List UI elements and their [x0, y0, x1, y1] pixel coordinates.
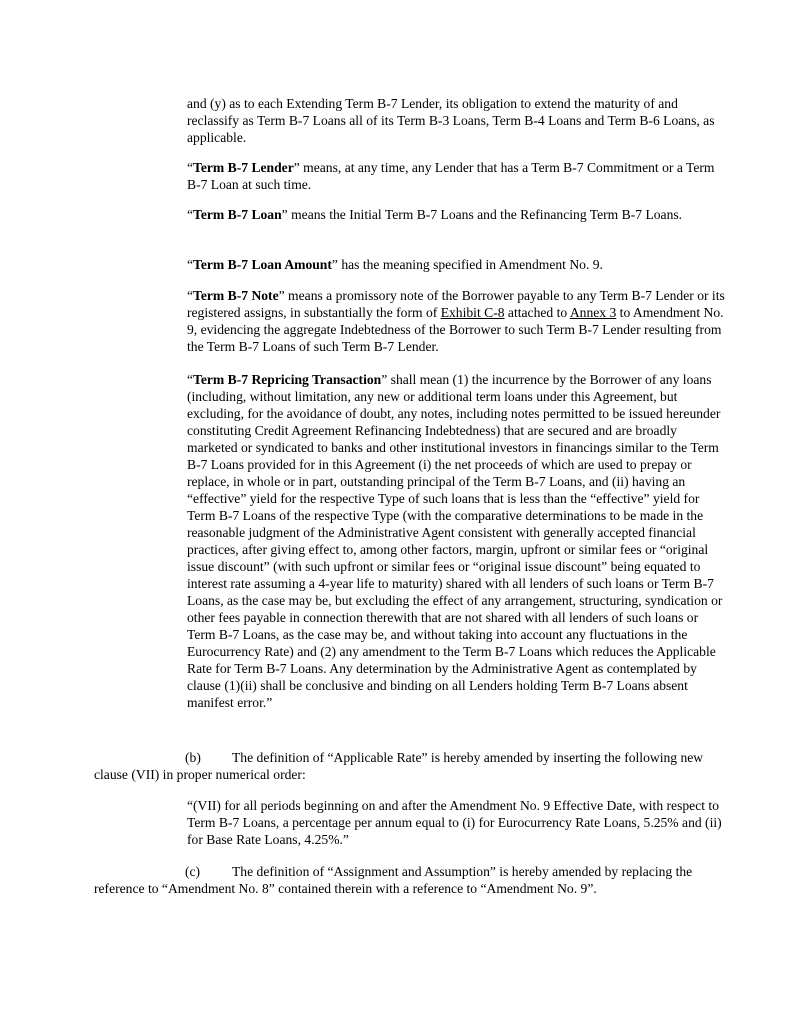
defined-term: Term B-7 Lender [193, 160, 294, 175]
defined-term: Term B-7 Loan [193, 207, 282, 222]
definition-term-b7-lender [187, 159, 727, 193]
section-c-assignment-and-assumption [94, 863, 727, 897]
open-quote: “ [187, 257, 194, 272]
paragraph-text: and (y) as to each Extending Term B-7 Lender, its obligation to extend the maturity of and reclassify as Term B-7 Loans all of its Term B-3 Loans, Term B-4 Loans and Term B-6 Loans, as applicable. [187, 96, 715, 145]
defined-term: Term B-7 Loan Amount [193, 257, 332, 272]
definition-text: to Amendment No. 9, evidencing the aggregate Indebtedness of the Borrower to such Term B-7 Lender resulting from the Term B-7 Loans of such Term B-7 Lender. [187, 305, 724, 354]
open-quote: “ [187, 372, 194, 387]
clause-vii-text [187, 797, 727, 848]
defined-term: Term B-7 Note [193, 288, 279, 303]
clause-label: (b) [185, 750, 201, 765]
exhibit-c8-reference: Exhibit C-8 [440, 305, 505, 320]
clause-text: The definition of “Applicable Rate” is hereby amended by inserting the following new clause (VII) in proper numerical order: [94, 750, 704, 782]
definition-term-b7-repricing-transaction [187, 371, 727, 711]
definition-text: ” shall mean (1) the incurrence by the Borrower of any loans (including, without limitation, any new or additional term loans under this Agreement, but excluding, for the avoidance of doubt, any notes, including notes permitted to be issued hereunder constituting Credit Agreement Refinancing Indebtedness) that are secured and are broadly marketed or syndicated to banks and other institutional investors in financings similar to the Term B-7 Loans provided for in this Agreement (i) the net proceeds of which are used to prepay or replace, in whole or in part, outstanding principal of the Term B-7 Loans, and (ii) having an “effective” yield for the respective Type of such loans that is less than the “effective” yield for Term B-7 Loans of the respective Type (with the comparative determinations to be made in the reasonable judgment of the Administrative Agent consistent with generally accepted financial practices, after giving effect to, among other factors, margin, upfront or similar fees or “original issue discount” (with such upfront or similar fees or “original issue discount” being equated to interest rate assuming a 4-year life to maturity) shared with all lenders of such loans or Term B-7 Loans, as the case may be, but excluding the effect of any arrangement, structuring, syndication or other fees payable in connection therewith that are not shared with all lenders of such loans or Term B-7 Loans, as the case may be, and without taking into account any fluctuations in the Eurocurrency Rate) and (2) any amendment to the Term B-7 Loans which reduces the Applicable Rate for Term B-7 Loans. Any determination by the Administrative Agent as contemplated by clause (1)(ii) shall be conclusive and binding on all Lenders holding Term B-7 Loans absent manifest error.” [187, 372, 723, 710]
open-quote: “ [187, 288, 194, 303]
defined-term: Term B-7 Repricing Transaction [193, 372, 382, 387]
open-quote: “ [187, 160, 194, 175]
definition-term-b7-loan-amount [187, 256, 727, 273]
definition-text: ” has the meaning specified in Amendment No. 9. [331, 257, 603, 272]
paragraph-extending-lender-obligation [187, 95, 727, 146]
paragraph-text: “(VII) for all periods beginning on and after the Amendment No. 9 Effective Date, with respect to Term B-7 Loans, a percentage per annum equal to (i) for Eurocurrency Rate Loans, 5.25% and (ii) for Base Rate Loans, 4.25%.” [187, 798, 722, 847]
definition-text: ” means a promissory note of the Borrower payable to any Term B-7 Lender or its registered assigns, in substantially the form of [187, 288, 725, 320]
definition-term-b7-loan [187, 206, 727, 223]
definition-text: ” means the Initial Term B-7 Loans and the Refinancing Term B-7 Loans. [281, 207, 683, 222]
section-b-applicable-rate [94, 749, 727, 783]
definition-term-b7-note [187, 287, 727, 355]
open-quote: “ [187, 207, 194, 222]
clause-text: The definition of “Assignment and Assumption” is hereby amended by replacing the reference to “Amendment No. 8” contained therein with a reference to “Amendment No. 9”. [94, 864, 693, 896]
clause-label: (c) [185, 864, 201, 879]
annex-3-reference: Annex 3 [569, 305, 617, 320]
definition-text: attached to [504, 305, 570, 320]
definition-text: ” means, at any time, any Lender that has a Term B-7 Commitment or a Term B-7 Loan at such time. [187, 160, 715, 192]
